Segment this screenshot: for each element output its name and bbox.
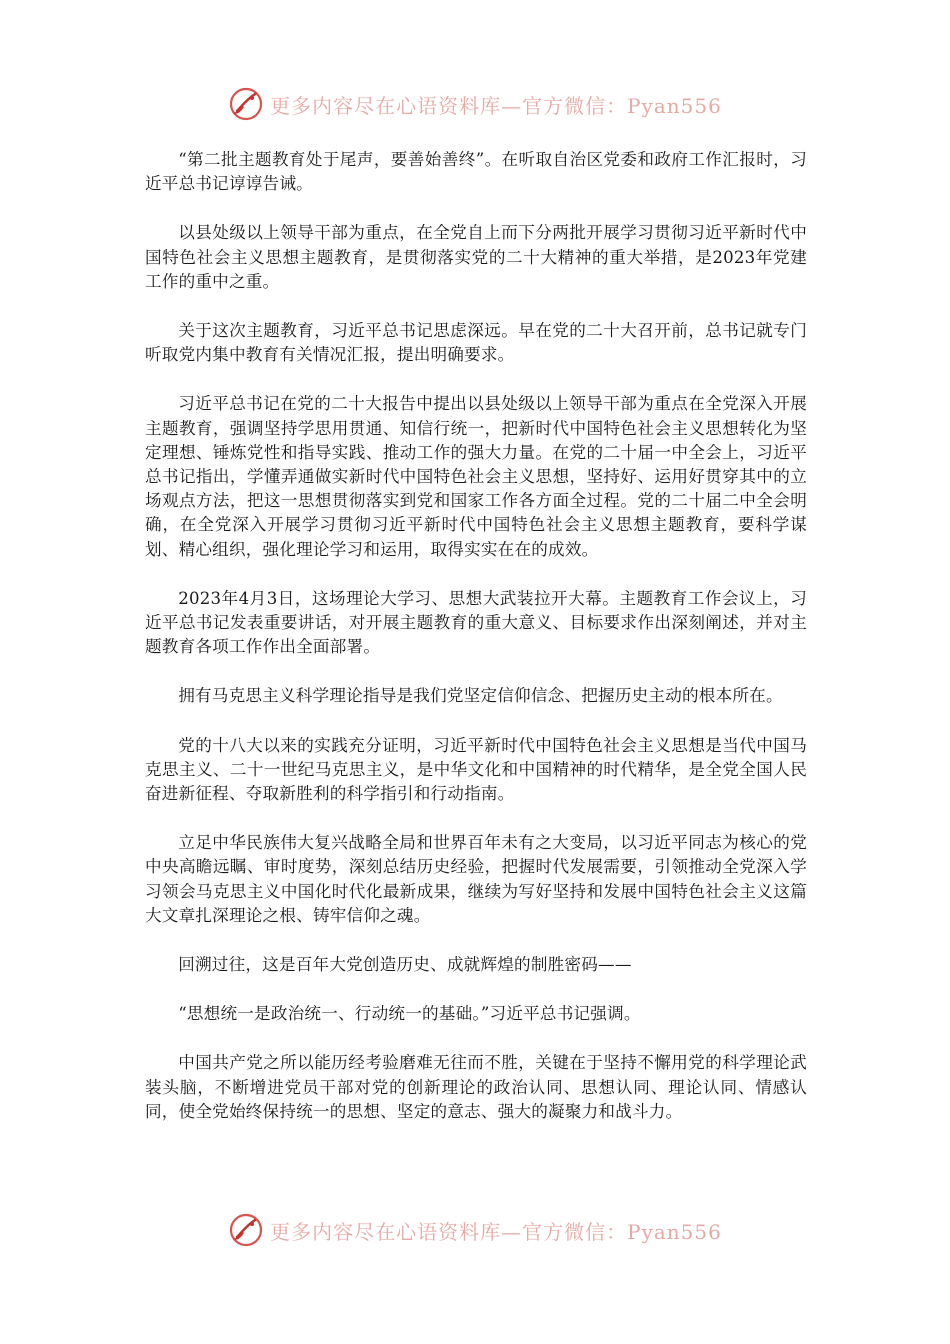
paragraph: 党的十八大以来的实践充分证明，习近平新时代中国特色社会主义思想是当代中国马克思主义、二十一世纪马克思主义，是中华文化和中国精神的时代精华，是全党全国人民奋进新征程、夺取新胜利的科学指引和行动指南。 xyxy=(145,735,807,804)
banner-text: 更多内容尽在心语资料库—官方微信：Pyan556 xyxy=(270,1219,722,1244)
paragraph: 回溯过往，这是百年大党创造历史、成就辉煌的制胜密码—— xyxy=(178,955,632,975)
paragraph: 以县处级以上领导干部为重点，在全党自上而下分两批开展学习贯彻习近平新时代中国特色社会主义思想主题教育，是贯彻落实党的二十大精神的重大举措，是2023年党建工作的重中之重。 xyxy=(145,223,807,291)
paragraph: 2023年4月3日，这场理论大学习、思想大武装拉开大幕。主题教育工作会议上，习近平总书记发表重要讲话，对开展主题教育的重大意义、目标要求作出深刻阐述，并对主题教育各项工作作出全面部署。 xyxy=(145,588,807,657)
banner-text: 更多内容尽在心语资料库—官方微信：Pyan556 xyxy=(270,93,722,118)
paragraph: 习近平总书记在党的二十大报告中提出以县处级以上领导干部为重点在全党深入开展主题教育，强调坚持学思用贯通、知信行统一，把新时代中国特色社会主义思想转化为坚定理想、锤炼党性和指导实践、推动工作的强大力量。在党的二十届一中全会上，习近平总书记指出，学懂弄通做实新时代中国特色社会主义思想，坚持好、运用好贯穿其中的立场观点方法，把这一思想贯彻落实到党和国家工作各方面全过程。党的二十届二中全会明确，在全党深入开展学习贯彻习近平新时代中国特色社会主义思想主题教育，要科学谋划、精心组织，强化理论学习和运用，取得实实在在的成效。 xyxy=(145,394,807,559)
article-body xyxy=(145,148,807,1149)
paragraph: “思想统一是政治统一、行动统一的基础。”习近平总书记强调。 xyxy=(178,1004,641,1024)
pen-signature-icon xyxy=(228,1212,264,1248)
paragraph: 拥有马克思主义科学理论指导是我们党坚定信仰信念、把握历史主动的根本所在。 xyxy=(178,686,783,706)
paragraph: 立足中华民族伟大复兴战略全局和世界百年未有之大变局，以习近平同志为核心的党中央高瞻远瞩、审时度势，深刻总结历史经验，把握时代发展需要，引领推动全党深入学习领会马克思主义中国化时代化最新成果，继续为写好坚持和发展中国特色社会主义这篇大文章扎深理论之根、铸牢信仰之魂。 xyxy=(145,833,807,925)
paragraph: 关于这次主题教育，习近平总书记思虑深远。早在党的二十大召开前，总书记就专门听取党内集中教育有关情况汇报，提出明确要求。 xyxy=(145,321,807,365)
paragraph: 中国共产党之所以能历经考验磨难无往而不胜，关键在于坚持不懈用党的科学理论武装头脑，不断增进党员干部对党的创新理论的政治认同、思想认同、理论认同、情感认同，使全党始终保持统一的思想、坚定的意志、强大的凝聚力和战斗力。 xyxy=(145,1053,807,1121)
footer-banner xyxy=(0,1208,950,1252)
paragraph: “第二批主题教育处于尾声，要善始善终”。在听取自治区党委和政府工作汇报时，习近平总书记谆谆告诫。 xyxy=(145,150,807,194)
pen-signature-icon xyxy=(228,86,264,122)
header-banner xyxy=(0,82,950,126)
